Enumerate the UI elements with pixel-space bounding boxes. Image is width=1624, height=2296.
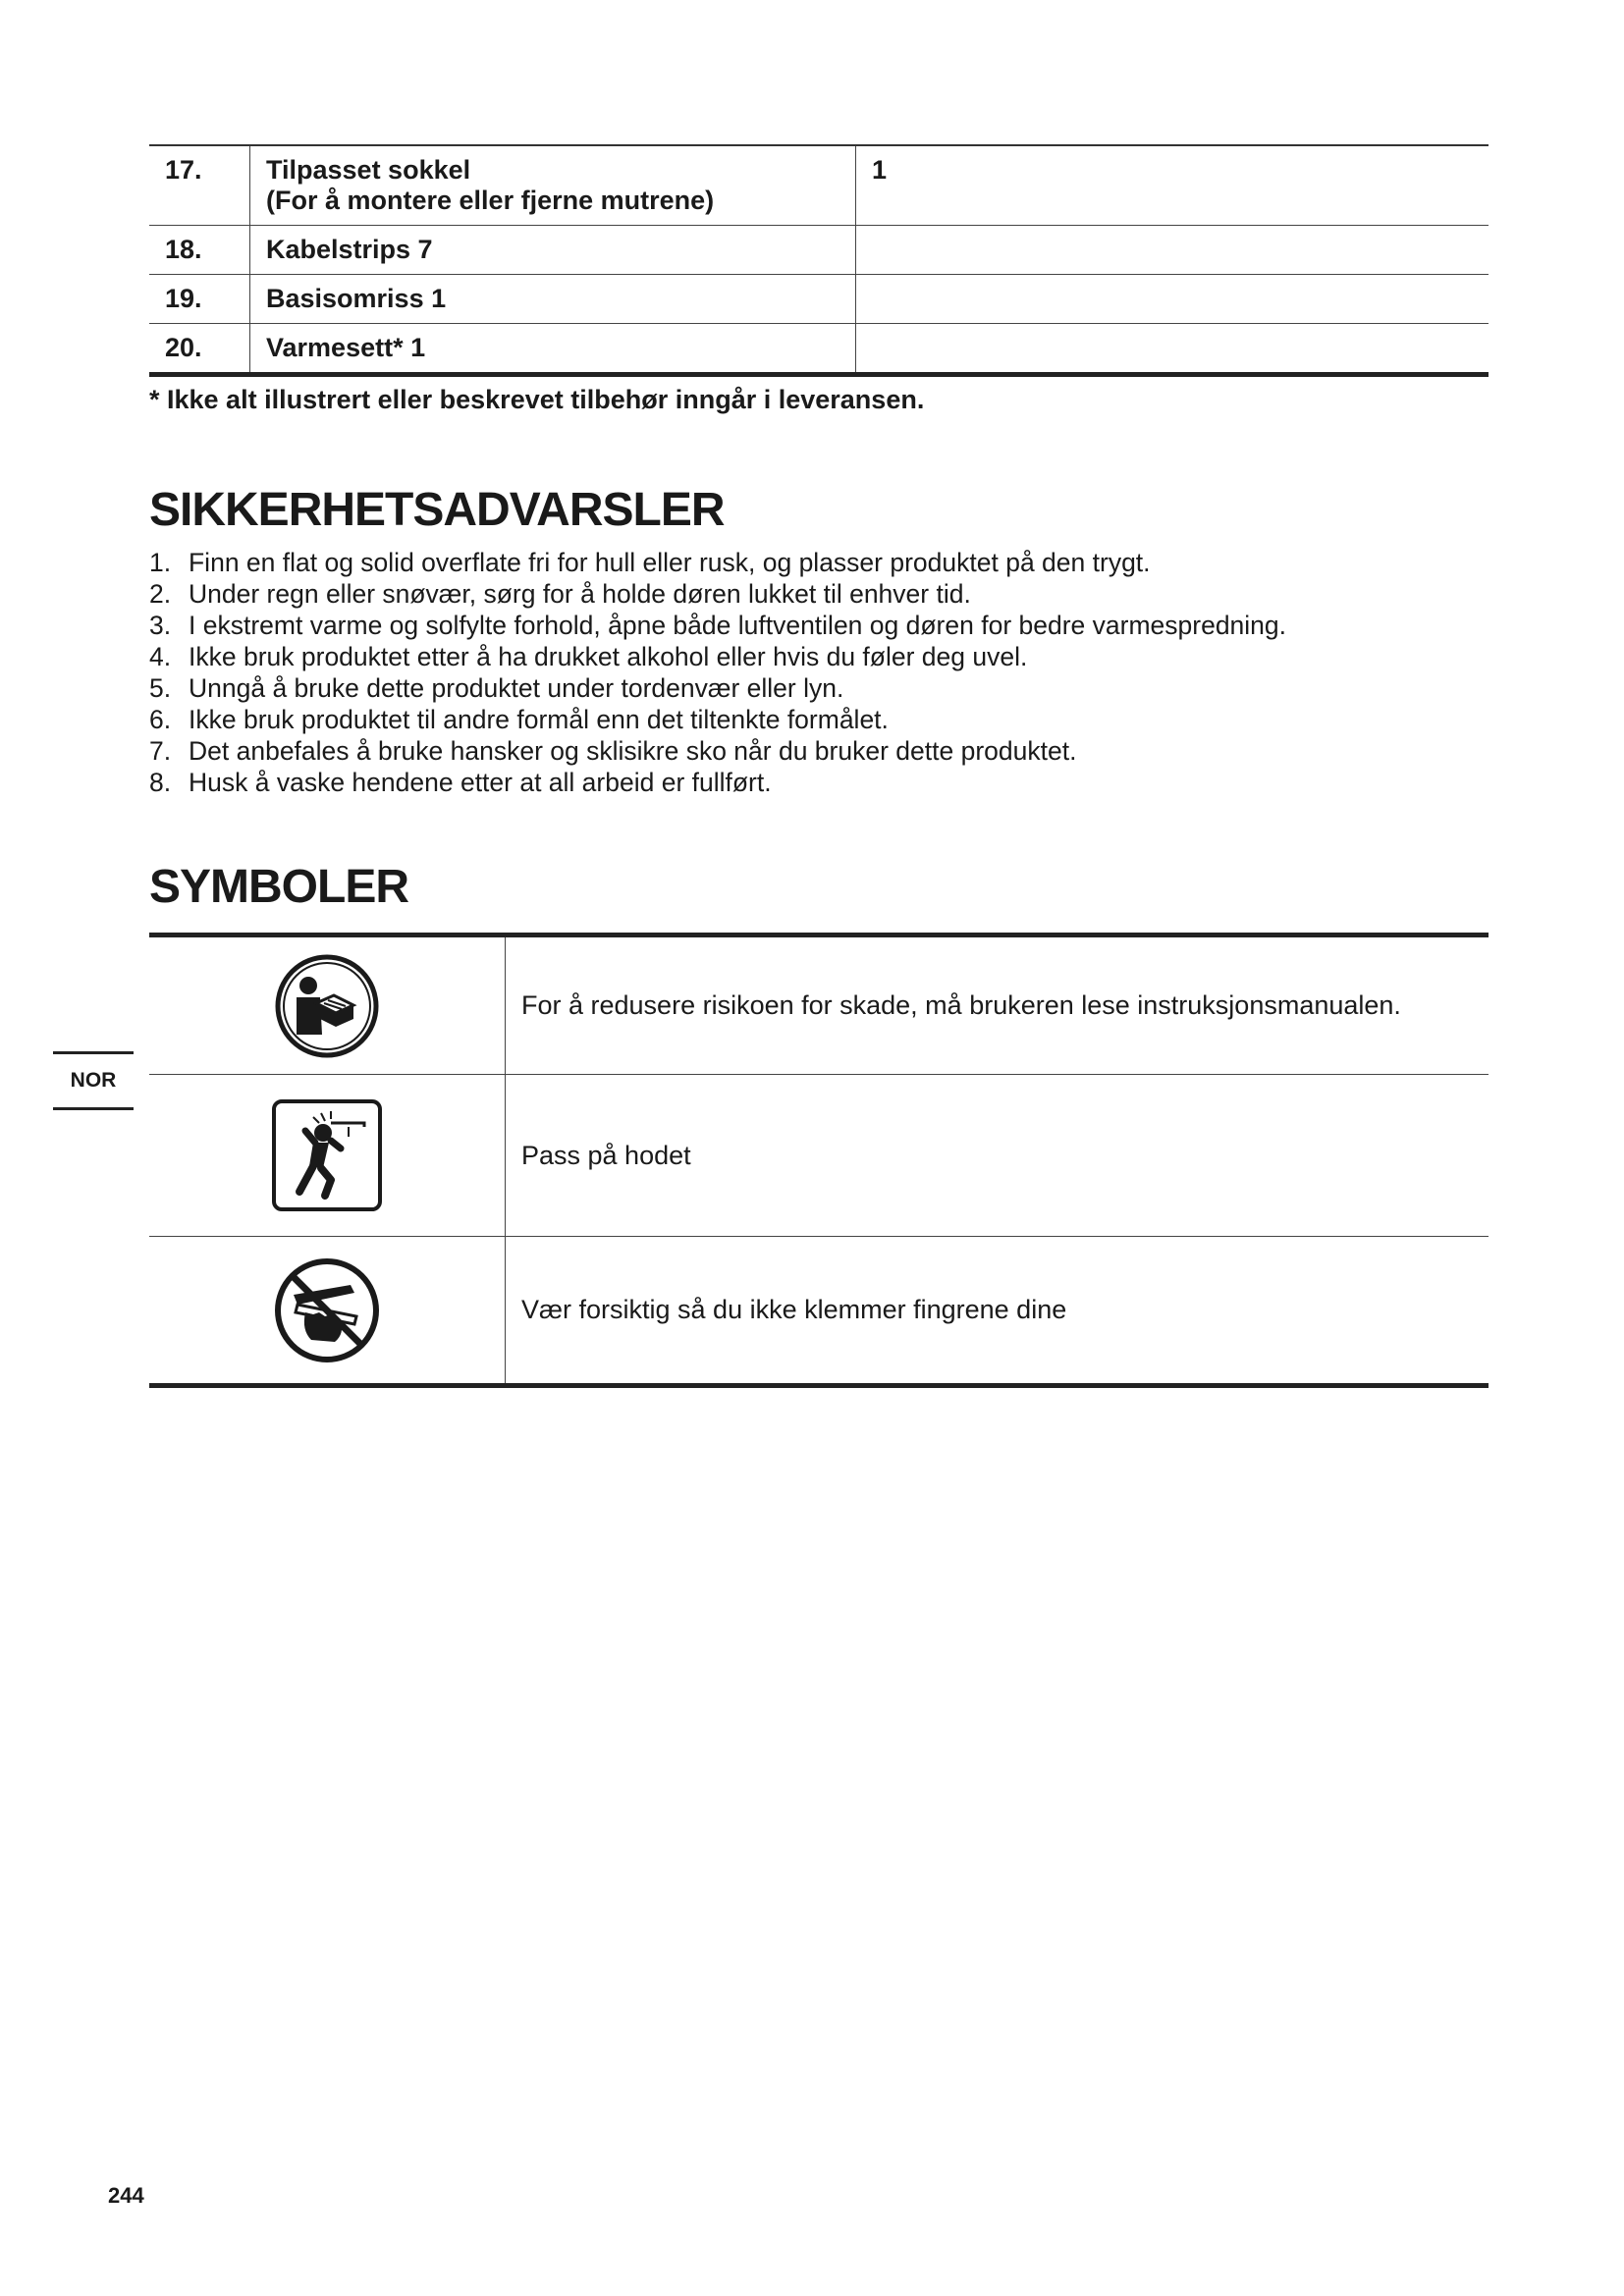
language-tab: NOR [53, 1051, 134, 1110]
list-index: 6. [149, 705, 172, 734]
list-text: Ikke bruk produktet etter å ha drukket alkohol eller hvis du føler deg uvel. [189, 642, 1028, 671]
list-index: 3. [149, 611, 172, 640]
part-quantity [856, 275, 1489, 324]
warnings-list [149, 547, 1286, 798]
list-text: Finn en flat og solid overflate fri for hull eller rusk, og plasser produktet på den trygt. [189, 548, 1151, 577]
part-description [250, 145, 856, 226]
list-text: Husk å vaske hendene etter at all arbeid er fullført. [189, 768, 772, 797]
table-row [149, 145, 1489, 226]
symbol-icon-cell [149, 935, 506, 1075]
list-index: 1. [149, 548, 172, 577]
list-item [149, 547, 1286, 578]
section-title-symbols: SYMBOLER [149, 861, 409, 913]
list-text: I ekstremt varme og solfylte forhold, åpne både luftventilen og døren for bedre varmespredning. [189, 611, 1287, 640]
part-number: 20. [149, 324, 250, 375]
list-index: 4. [149, 642, 172, 671]
part-number: 17. [149, 145, 250, 226]
table-row [149, 1237, 1489, 1386]
part-number: 18. [149, 226, 250, 275]
list-item [149, 610, 1286, 641]
list-text: Ikke bruk produktet til andre formål enn det tiltenkte formålet. [189, 705, 889, 734]
list-item [149, 641, 1286, 672]
symbol-icon-cell [149, 1237, 506, 1386]
part-quantity: 1 [856, 145, 1489, 226]
part-description-line: (For å montere eller fjerne mutrene) [266, 186, 715, 215]
list-index: 7. [149, 736, 172, 766]
parts-footnote: * Ikke alt illustrert eller beskrevet tilbehør inngår i leveransen. [149, 385, 925, 414]
part-description: Kabelstrips 7 [250, 226, 856, 275]
list-item [149, 672, 1286, 704]
section-title-warnings: SIKKERHETSADVARSLER [149, 484, 725, 536]
list-text: Under regn eller snøvær, sørg for å holde døren lukket til enhver tid. [189, 579, 971, 609]
list-text: Unngå å bruke dette produktet under tordenvær eller lyn. [189, 673, 844, 703]
part-quantity [856, 324, 1489, 375]
part-quantity [856, 226, 1489, 275]
list-item [149, 767, 1286, 798]
mind-head-icon [270, 1097, 384, 1213]
part-description: Varmesett* 1 [250, 324, 856, 375]
table-row [149, 935, 1489, 1075]
table-row [149, 324, 1489, 375]
page-number: 244 [108, 2183, 144, 2208]
list-index: 5. [149, 673, 172, 703]
list-item [149, 578, 1286, 610]
part-description-line: Tilpasset sokkel [266, 155, 471, 185]
part-number: 19. [149, 275, 250, 324]
part-description: Basisomriss 1 [250, 275, 856, 324]
list-index: 2. [149, 579, 172, 609]
list-text: Det anbefales å bruke hansker og sklisikre sko når du bruker dette produktet. [189, 736, 1077, 766]
symbols-table [149, 933, 1489, 1388]
parts-table [149, 144, 1489, 377]
table-row [149, 275, 1489, 324]
symbol-description: For å redusere risikoen for skade, må brukeren lese instruksjonsmanualen. [506, 935, 1489, 1075]
pinch-hazard-icon [272, 1255, 382, 1365]
read-manual-icon [273, 952, 381, 1060]
list-item [149, 704, 1286, 735]
symbol-description: Vær forsiktig så du ikke klemmer fingrene dine [521, 1295, 1067, 1324]
symbol-description: Pass på hodet [506, 1075, 1489, 1237]
list-item [149, 735, 1286, 767]
symbol-icon-cell [149, 1075, 506, 1237]
list-index: 8. [149, 768, 172, 797]
table-row [149, 1075, 1489, 1237]
table-row [149, 226, 1489, 275]
